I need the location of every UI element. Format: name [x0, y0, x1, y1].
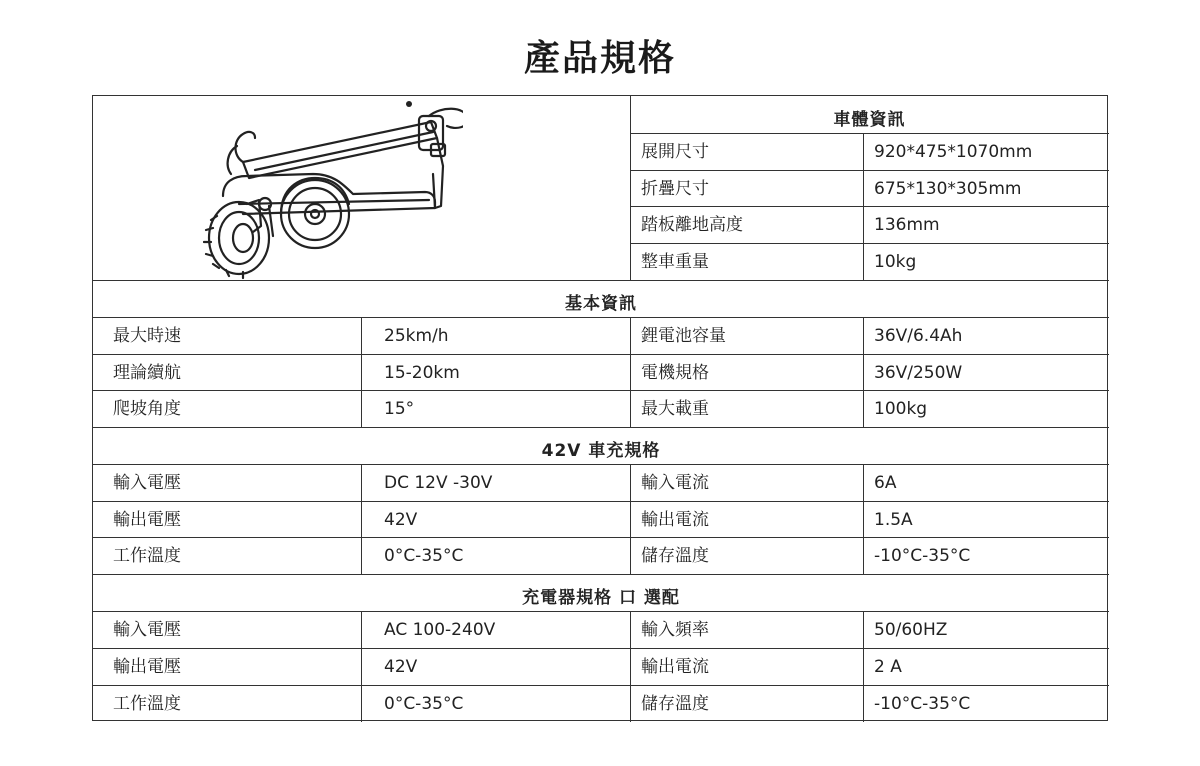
body-info-value: 675*130*305mm: [874, 179, 1022, 199]
body-info-label: 踏板離地高度: [641, 215, 743, 235]
body-info-label: 折疊尺寸: [641, 179, 709, 199]
basic-info-label: 鋰電池容量: [641, 326, 726, 346]
basic-info-value: 25km/h: [384, 326, 449, 346]
charger-value: 50/60HZ: [874, 620, 948, 640]
body-info-label: 整車重量: [641, 252, 709, 272]
charger-value: 0°C-35°C: [384, 694, 464, 714]
body-info-value: 10kg: [874, 252, 917, 272]
charger-label: 輸入頻率: [641, 620, 709, 640]
car-charger-value: 1.5A: [874, 510, 913, 530]
basic-info-value: 15°: [384, 399, 415, 419]
section-header-car-charger: 42V 車充規格: [541, 441, 661, 461]
body-info-label: 展開尺寸: [641, 142, 709, 162]
body-info-value: 920*475*1070mm: [874, 142, 1033, 162]
car-charger-label: 工作溫度: [113, 546, 181, 566]
basic-info-value: 15-20km: [384, 363, 460, 383]
car-charger-value: DC 12V -30V: [384, 473, 493, 493]
basic-info-label: 電機規格: [641, 363, 709, 383]
car-charger-label: 輸入電流: [641, 473, 709, 493]
page-title: 產品規格: [523, 38, 676, 79]
charger-value: AC 100-240V: [384, 620, 496, 640]
car-charger-label: 儲存溫度: [641, 546, 709, 566]
charger-label: 輸出電流: [641, 657, 709, 677]
car-charger-label: 輸出電流: [641, 510, 709, 530]
basic-info-value: 36V/250W: [874, 363, 963, 383]
charger-label: 工作溫度: [113, 694, 181, 714]
charger-value: 2 A: [874, 657, 902, 677]
basic-info-label: 最大時速: [113, 326, 181, 346]
car-charger-value: 6A: [874, 473, 897, 493]
section-header-charger: 充電器規格 口 選配: [522, 588, 680, 608]
section-header-basic-info: 基本資訊: [565, 294, 637, 314]
charger-label: 儲存溫度: [641, 694, 709, 714]
charger-label: 輸出電壓: [113, 657, 181, 677]
folded-scooter-illustration: [203, 96, 463, 280]
basic-info-label: 最大載重: [641, 399, 709, 419]
spec-table: [92, 95, 1108, 721]
basic-info-value: 36V/6.4Ah: [874, 326, 963, 346]
body-info-value: 136mm: [874, 215, 940, 235]
car-charger-value: -10°C-35°C: [874, 546, 971, 566]
car-charger-label: 輸出電壓: [113, 510, 181, 530]
charger-value: 42V: [384, 657, 418, 677]
basic-info-label: 理論續航: [113, 363, 181, 383]
section-header-body-info: 車體資訊: [833, 110, 906, 130]
car-charger-value: 42V: [384, 510, 418, 530]
basic-info-value: 100kg: [874, 399, 928, 419]
charger-label: 輸入電壓: [113, 620, 181, 640]
car-charger-value: 0°C-35°C: [384, 546, 464, 566]
car-charger-label: 輸入電壓: [113, 473, 181, 493]
charger-value: -10°C-35°C: [874, 694, 971, 714]
basic-info-label: 爬坡角度: [113, 399, 181, 419]
